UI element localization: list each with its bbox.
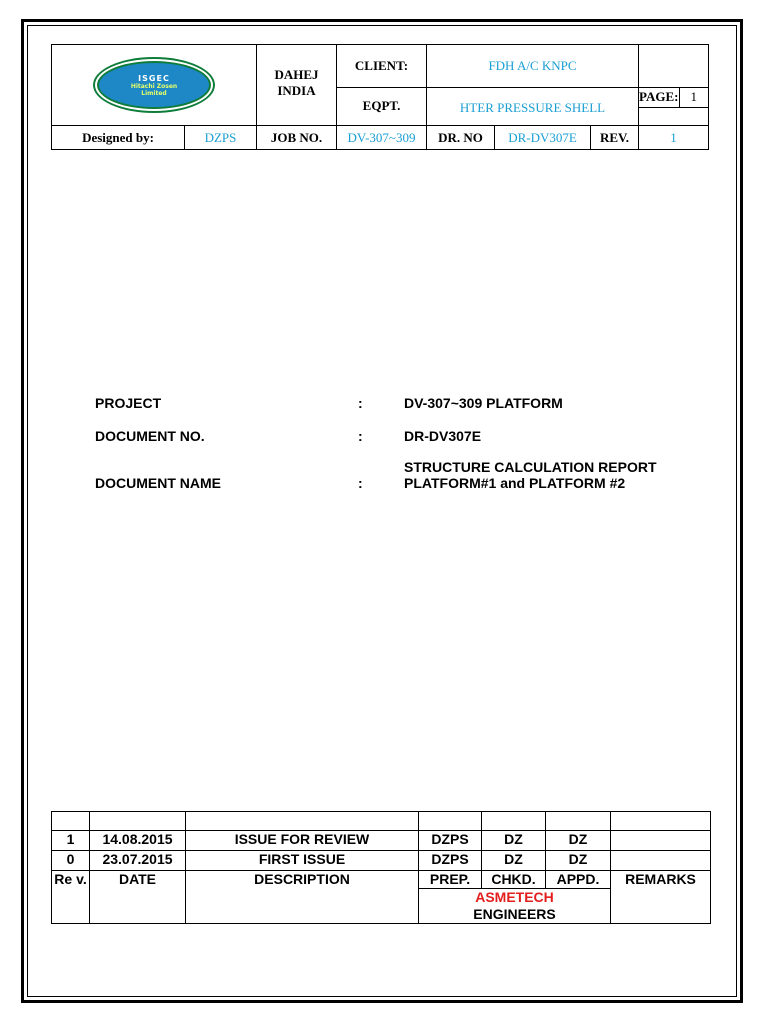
logo-text-3: Limited xyxy=(141,89,167,97)
revision-table xyxy=(51,811,711,924)
dr-no-label: DR. NO xyxy=(427,126,495,150)
rev-cell: 0 xyxy=(52,851,90,871)
date-cell: 23.07.2015 xyxy=(90,851,186,871)
job-no-label: JOB NO. xyxy=(257,126,337,150)
title-block-table xyxy=(51,44,709,150)
project-label: PROJECT xyxy=(95,395,162,411)
blank-cell-top-right xyxy=(639,45,709,88)
page-cell xyxy=(639,87,709,125)
document-name-colon: : xyxy=(358,475,363,491)
document-name-line-2: PLATFORM#1 and PLATFORM #2 xyxy=(404,475,626,491)
description-header: DESCRIPTION xyxy=(186,871,419,924)
remarks-cell xyxy=(611,851,711,871)
date-cell: 14.08.2015 xyxy=(90,831,186,851)
page-label: PAGE: xyxy=(639,88,679,108)
appd-cell: DZ xyxy=(546,851,611,871)
table-row xyxy=(52,851,711,871)
chkd-cell: DZ xyxy=(482,831,546,851)
description-cell: FIRST ISSUE xyxy=(186,851,419,871)
designed-by-value: DZPS xyxy=(185,126,257,150)
dr-no-value: DR-DV307E xyxy=(495,126,591,150)
client-value: FDH A/C KNPC xyxy=(427,45,639,88)
prep-cell: DZPS xyxy=(419,831,482,851)
logo-cell xyxy=(52,45,257,126)
chkd-cell: DZ xyxy=(482,851,546,871)
rev-value: 1 xyxy=(639,126,709,150)
document-no-label: DOCUMENT NO. xyxy=(95,428,205,444)
date-header: DATE xyxy=(90,871,186,924)
appd-cell: DZ xyxy=(546,831,611,851)
client-label: CLIENT: xyxy=(337,45,427,88)
job-no-value: DV-307~309 xyxy=(337,126,427,150)
company-logo xyxy=(97,61,211,109)
document-no-value: DR-DV307E xyxy=(404,428,482,444)
eqpt-value: HTER PRESSURE SHELL xyxy=(427,87,639,125)
table-row xyxy=(52,812,711,831)
document-name-label: DOCUMENT NAME xyxy=(95,475,221,491)
rev-label: REV. xyxy=(591,126,639,150)
company-name-line-1: ASMETECH xyxy=(475,889,554,905)
project-colon: : xyxy=(358,395,363,411)
designed-by-label: Designed by: xyxy=(52,126,185,150)
revision-header-row xyxy=(52,871,711,889)
eqpt-label: EQPT. xyxy=(337,87,427,125)
company-name-line-2: ENGINEERS xyxy=(473,906,556,922)
document-name-line-1: STRUCTURE CALCULATION REPORT xyxy=(404,459,657,475)
rev-cell: 1 xyxy=(52,831,90,851)
prep-header: PREP. xyxy=(419,871,482,889)
document-no-colon: : xyxy=(358,428,363,444)
location-cell xyxy=(257,45,337,126)
project-value: DV-307~309 PLATFORM xyxy=(404,395,563,411)
description-cell: ISSUE FOR REVIEW xyxy=(186,831,419,851)
location-line-1: DAHEJ xyxy=(274,67,319,82)
chkd-header: CHKD. xyxy=(482,871,546,889)
company-cell xyxy=(419,889,611,924)
location-line-2: INDIA xyxy=(277,83,316,98)
appd-header: APPD. xyxy=(546,871,611,889)
page-value: 1 xyxy=(679,88,708,108)
table-row xyxy=(52,831,711,851)
remarks-cell xyxy=(611,831,711,851)
logo-text-1: ISGEC xyxy=(138,73,170,83)
rev-header: Re v. xyxy=(52,871,90,924)
remarks-header: REMARKS xyxy=(611,871,711,924)
logo-text-2: Hitachi Zosen xyxy=(130,82,178,90)
prep-cell: DZPS xyxy=(419,851,482,871)
